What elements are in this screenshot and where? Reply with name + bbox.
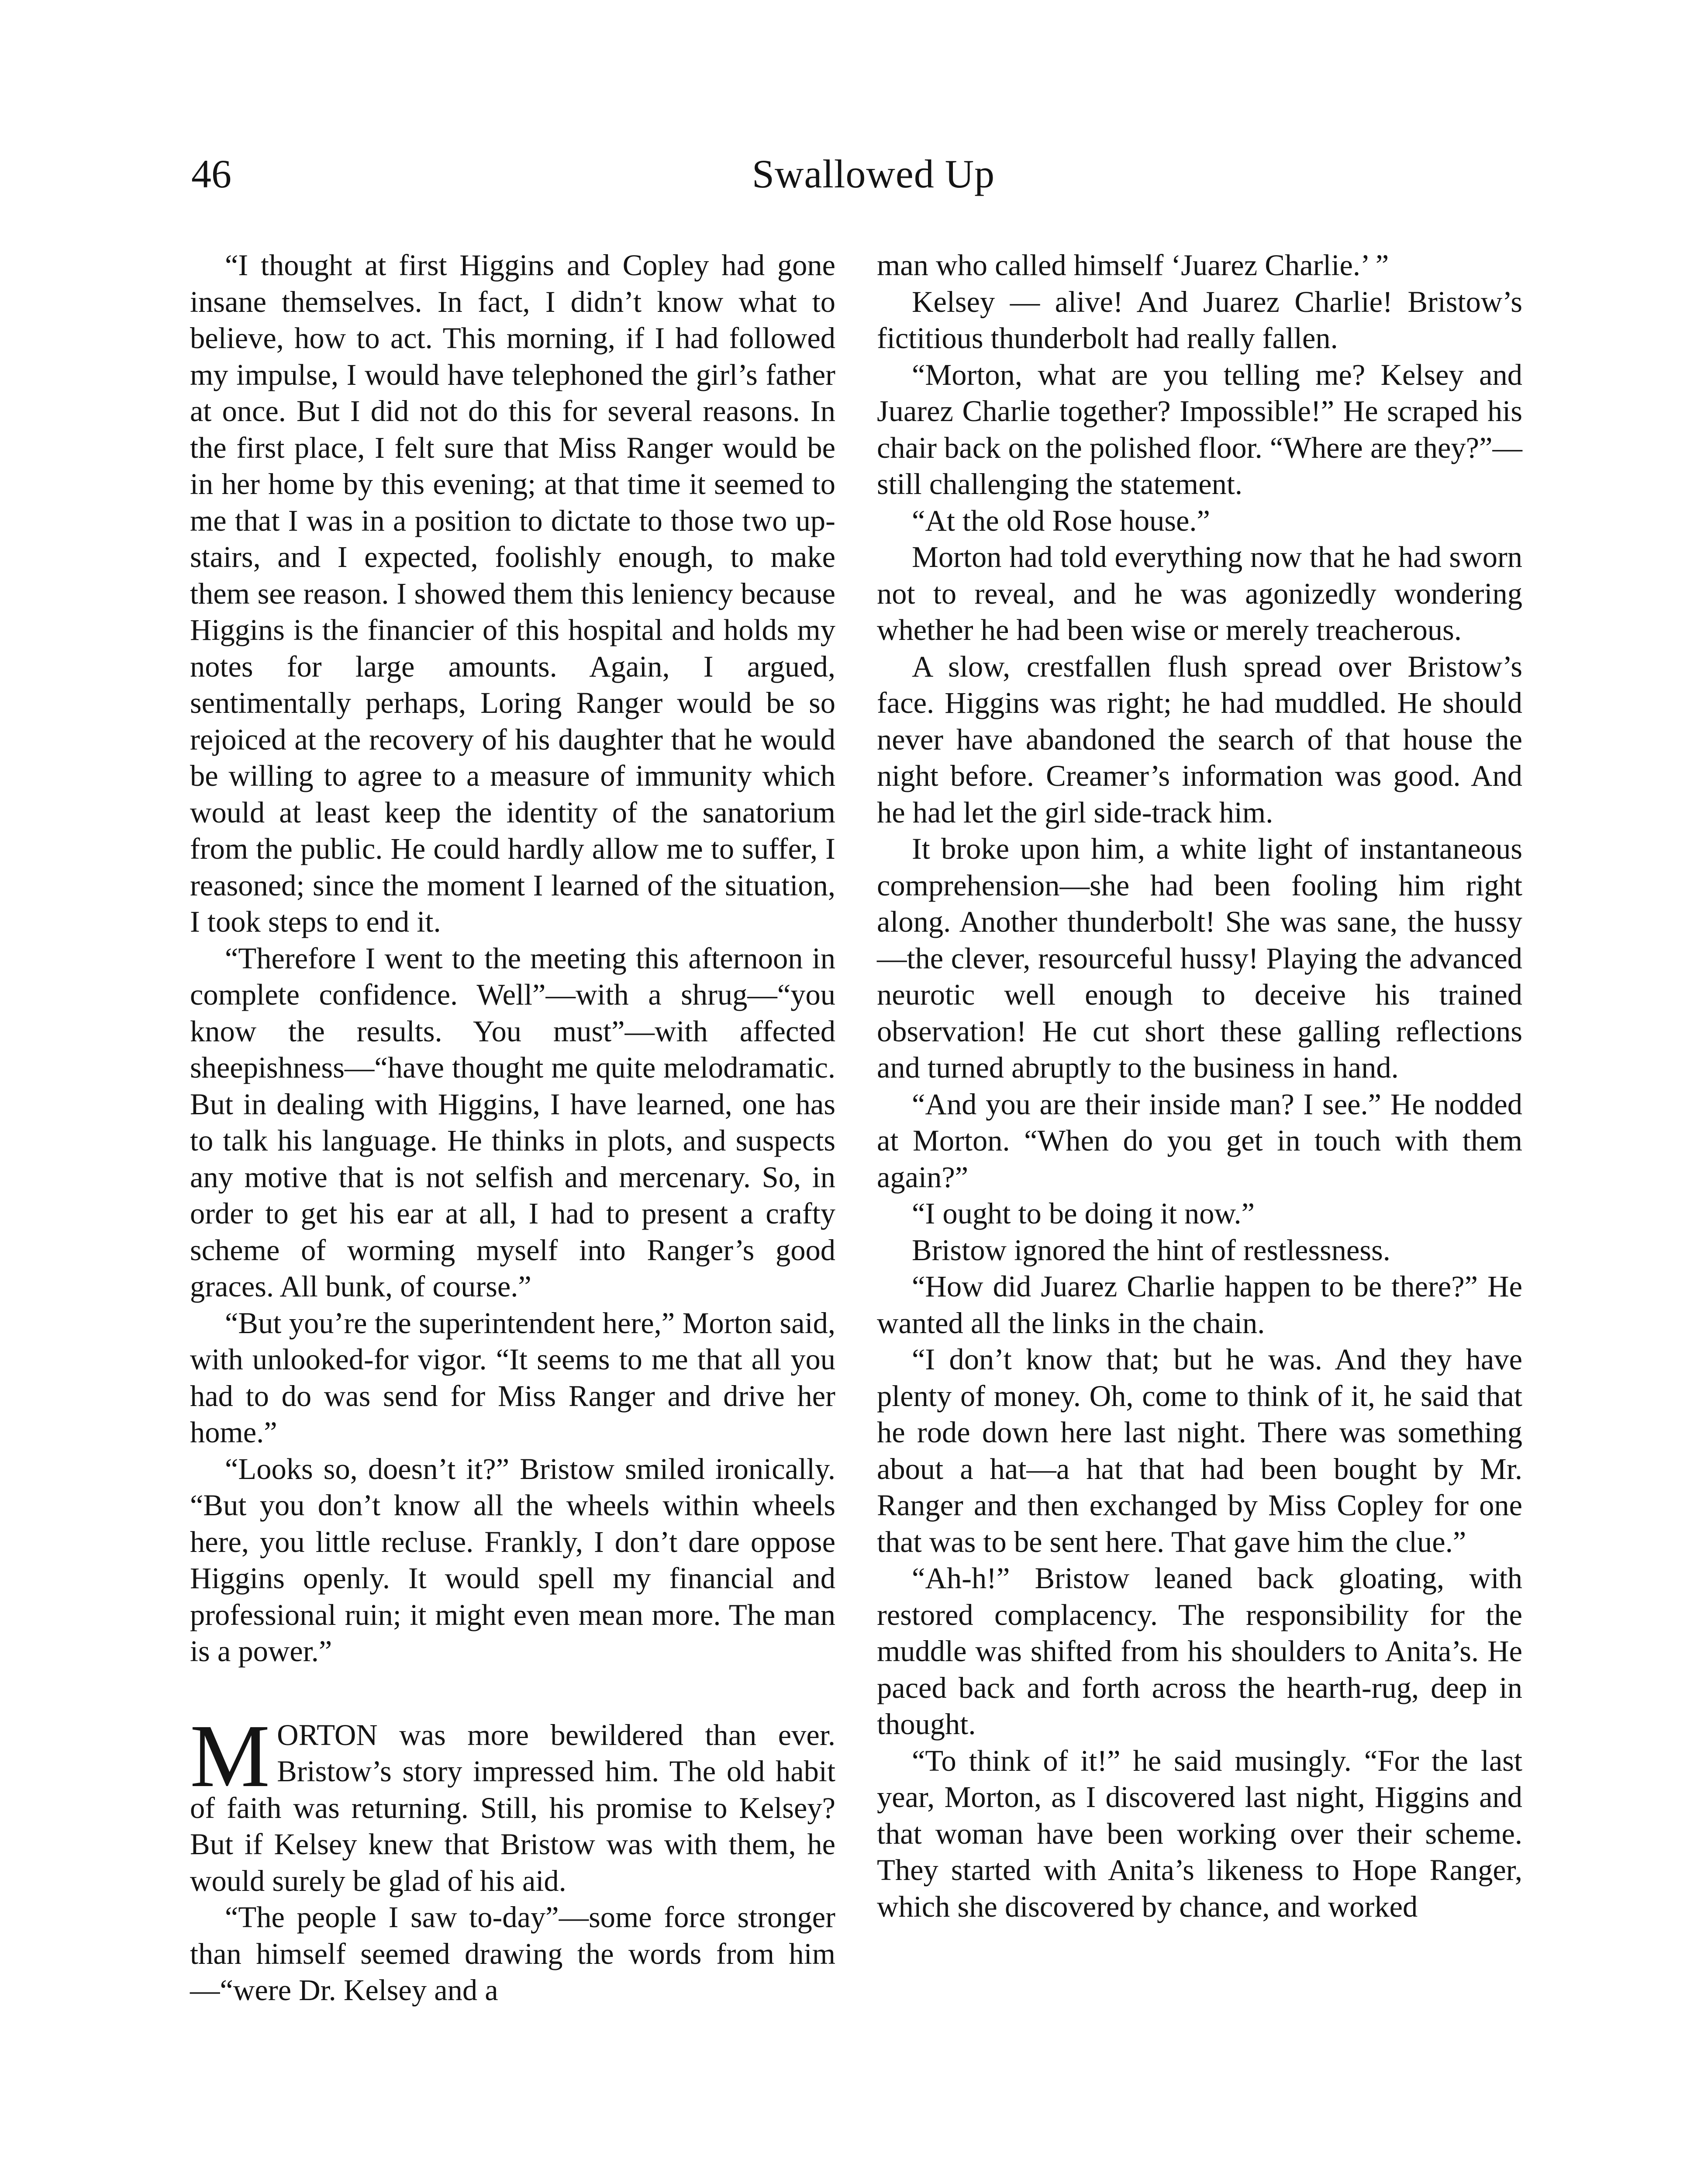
paragraph: “To think of it!” he said musingly. “For the last year, Morton, as I discovered last night, Higgins and that woman have been working over their scheme. They started with Anita’s likeness to Hope Ranger, which she discovered by chance, and worked [877,1744,1522,1923]
paragraph: “Looks so, doesn’t it?” Bristow smiled ironically. “But you don’t know all the wheels within wheels here, you little recluse. Frankly, I don’t dare oppose Higgins openly. It would spell my financial and professional ruin; it might even mean more. The man is a power.” [190,1452,835,1668]
paragraph: A slow, crestfallen flush spread over Bristow’s face. Higgins was right; he had muddled. He should never have abandoned the search of that house the night before. Creamer’s information was good. And he had let the girl side-track him. [877,650,1522,829]
paragraph: “At the old Rose house.” [912,504,1210,537]
paragraph: Morton had told everything now that he had sworn not to reveal, and he was agonizedly wondering whether he had been wise or merely treacherous. [877,540,1522,646]
paragraph: Kelsey — alive! And Juarez Charlie! Bristow’s fictitious thunderbolt had really fallen. [877,285,1522,355]
paragraph: “I don’t know that; but he was. And they have plenty of money. Oh, come to think of it, he said that he rode down here last night. There was something about a hat—a hat that had been bought by Mr. Ranger and then exchanged by Miss Copley for one that was to be sent here. That gave him the clue.” [877,1343,1522,1559]
left-text-column [190,247,835,2009]
paragraph: “The people I saw to-day”—some force stronger than himself seemed drawing the words from him—“were Dr. Kelsey and a [190,1901,835,2007]
paragraph: It broke upon him, a white light of instantaneous comprehension—she had been fooling him right along. Another thunderbolt! She was sane, the hussy—the clever, resourceful hussy! Playing the advanced neurotic well enough to deceive his trained observation! He cut short these galling reflections and turned abruptly to the business in hand. [877,832,1522,1084]
paragraph: “Morton, what are you telling me? Kelsey and Juarez Charlie together? Impossible!” He scraped his chair back on the polished floor. “Where are they?”—still challenging the statement. [877,358,1522,501]
section-opening-text: ORTON was more bewildered than ever. Bristow’s story impressed him. The old habit of faith was returning. Still, his promise to Kelsey? But if Kelsey knew that Bristow was with them, he would surely be glad of his aid. [190,1718,835,1897]
section-opening-paragraph [190,1705,835,1900]
paragraph: “How did Juarez Charlie happen to be there?” He wanted all the links in the chain. [877,1270,1522,1340]
paragraph: “I thought at first Higgins and Copley had gone insane themselves. In fact, I didn’t know what to believe, how to act. This morning, if I had followed my impulse, I would have telephoned the girl’s father at once. But I did not do this for several reasons. In the first place, I felt sure that Miss Ranger would be in her home by this evening; at that time it seemed to me that I was in a position to dictate to those two up-stairs, and I expected, foolishly enough, to make them see reason. I showed them this leniency because Higgins is the financier of this hospital and holds my notes for large amounts. Again, I argued, sentimentally perhaps, Loring Ranger would be so rejoiced at the recovery of his daughter that he would be willing to agree to a measure of immunity which would at least keep the identity of the sanatorium from the public. He could hardly allow me to suffer, I reasoned; since the moment I learned of the situation, I took steps to end it. [190,249,835,938]
continued-paragraph: man who called himself ‘Juarez Charlie.’ ” [877,249,1389,282]
running-title: Swallowed Up [752,152,995,196]
right-text-column [877,247,1522,1925]
paragraph: “And you are their inside man? I see.” He nodded at Morton. “When do you get in touch with them again?” [877,1087,1522,1194]
paragraph: “But you’re the superintendent here,” Morton said, with unlooked-for vigor. “It seems to me that all you had to do was send for Miss Ranger and drive her home.” [190,1306,835,1449]
drop-cap: M [190,1705,270,1806]
paragraph: Bristow ignored the hint of restlessness. [912,1233,1390,1267]
paragraph: “Therefore I went to the meeting this afternoon in complete confidence. Well”—with a shrug—“you know the results. You must”—with affected sheepishness—“have thought me quite melodramatic. But in dealing with Higgins, I have learned, one has to talk his language. He thinks in plots, and suspects any motive that is not selfish and mercenary. So, in order to get his ear at all, I had to present a crafty scheme of worming myself into Ranger’s good graces. All bunk, of course.” [190,941,835,1303]
page-number: 46 [191,152,231,196]
paragraph: “Ah-h!” Bristow leaned back gloating, with restored complacency. The responsibility for the muddle was shifted from his shoulders to Anita’s. He paced back and forth across the hearth-rug, deep in thought. [877,1562,1522,1741]
paragraph: “I ought to be doing it now.” [912,1197,1255,1230]
